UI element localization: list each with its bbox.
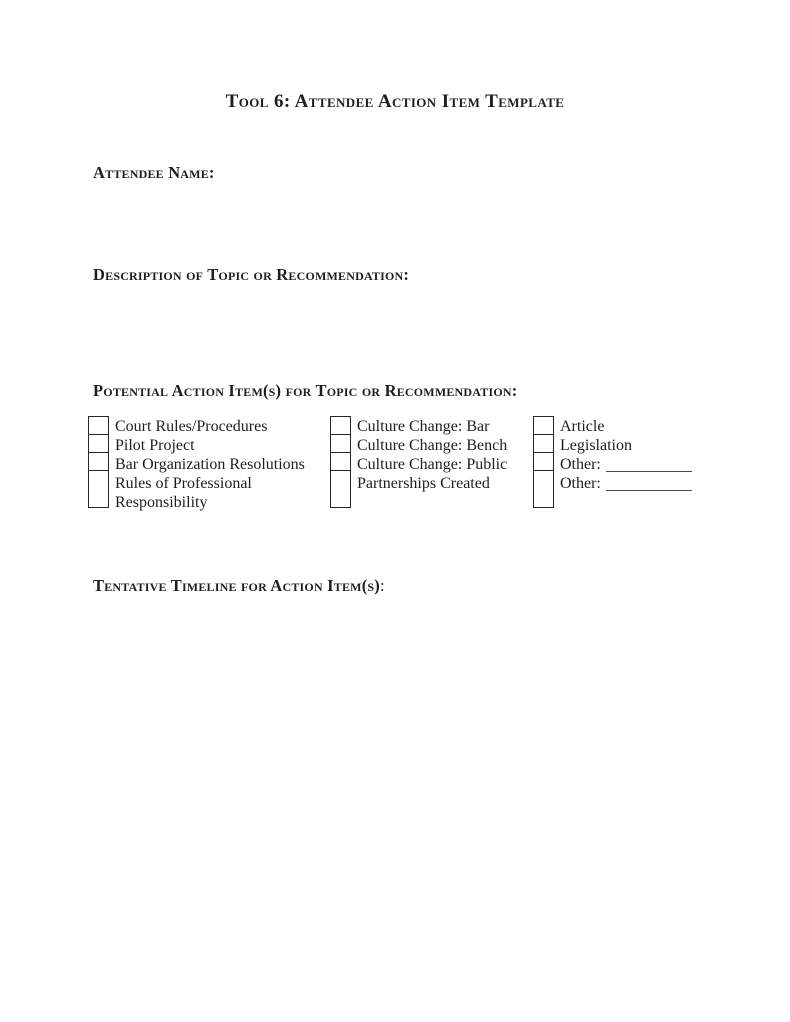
checkbox-pilot-project[interactable]: [88, 434, 109, 453]
checkbox-group-culture: [330, 416, 507, 508]
checkbox-labels: [115, 416, 327, 512]
checkbox-partnerships-created[interactable]: [330, 470, 351, 508]
checkbox-stack: [88, 416, 109, 508]
checkbox-row-other-1: [560, 455, 692, 474]
checkbox-label-rules-of-professional-responsibility: Rules of Professional Responsibility: [115, 475, 252, 511]
checkbox-label-article: Article: [560, 418, 605, 435]
checkbox-article[interactable]: [533, 416, 554, 435]
attendee-name-heading: Attendee Name:: [93, 163, 215, 182]
tentative-timeline-heading: [93, 576, 385, 596]
checkbox-group-rules: [88, 416, 327, 512]
checkbox-label-other-1: Other:: [560, 456, 601, 473]
checkbox-label-partnerships-created: Partnerships Created: [357, 475, 490, 492]
checkbox-label-other-2: Other:: [560, 475, 601, 492]
checkbox-culture-change-bench[interactable]: [330, 434, 351, 453]
other-1-write-in-line[interactable]: [606, 455, 692, 472]
tentative-timeline-heading-text: Tentative Timeline for Action Item(s): [93, 576, 380, 595]
description-heading: Description of Topic or Recommendation:: [93, 265, 410, 284]
other-2-write-in-line[interactable]: [606, 474, 692, 491]
checkbox-group-other: [533, 416, 692, 508]
checkbox-label-legislation: Legislation: [560, 437, 632, 454]
checkbox-row-other-2: [560, 474, 692, 493]
checkbox-rules-of-professional-responsibility[interactable]: [88, 470, 109, 508]
checkbox-label-culture-change-bench: Culture Change: Bench: [357, 437, 508, 454]
checkbox-labels: [560, 416, 692, 493]
potential-action-items-heading: Potential Action Item(s) for Topic or Recommendation:: [93, 381, 518, 400]
checkbox-stack: [533, 416, 554, 508]
checkbox-label-culture-change-bar: Culture Change: Bar: [357, 418, 490, 435]
checkbox-culture-change-bar[interactable]: [330, 416, 351, 435]
checkbox-other-2[interactable]: [533, 470, 554, 508]
checkbox-label-bar-organization-resolutions: Bar Organization Resolutions: [115, 456, 305, 473]
checkbox-culture-change-public[interactable]: [330, 452, 351, 471]
checkbox-label-culture-change-public: Culture Change: Public: [357, 456, 508, 473]
checkbox-label-pilot-project: Pilot Project: [115, 437, 195, 454]
checkbox-labels: [357, 416, 507, 493]
tentative-timeline-heading-colon: :: [379, 576, 385, 595]
document-title: Tool 6: Attendee Action Item Template: [225, 91, 565, 112]
checkbox-legislation[interactable]: [533, 434, 554, 453]
checkbox-other-1[interactable]: [533, 452, 554, 471]
checkbox-stack: [330, 416, 351, 508]
checkbox-bar-organization-resolutions[interactable]: [88, 452, 109, 471]
checkbox-label-court-rules-procedures: Court Rules/Procedures: [115, 418, 268, 435]
checkbox-court-rules-procedures[interactable]: [88, 416, 109, 435]
